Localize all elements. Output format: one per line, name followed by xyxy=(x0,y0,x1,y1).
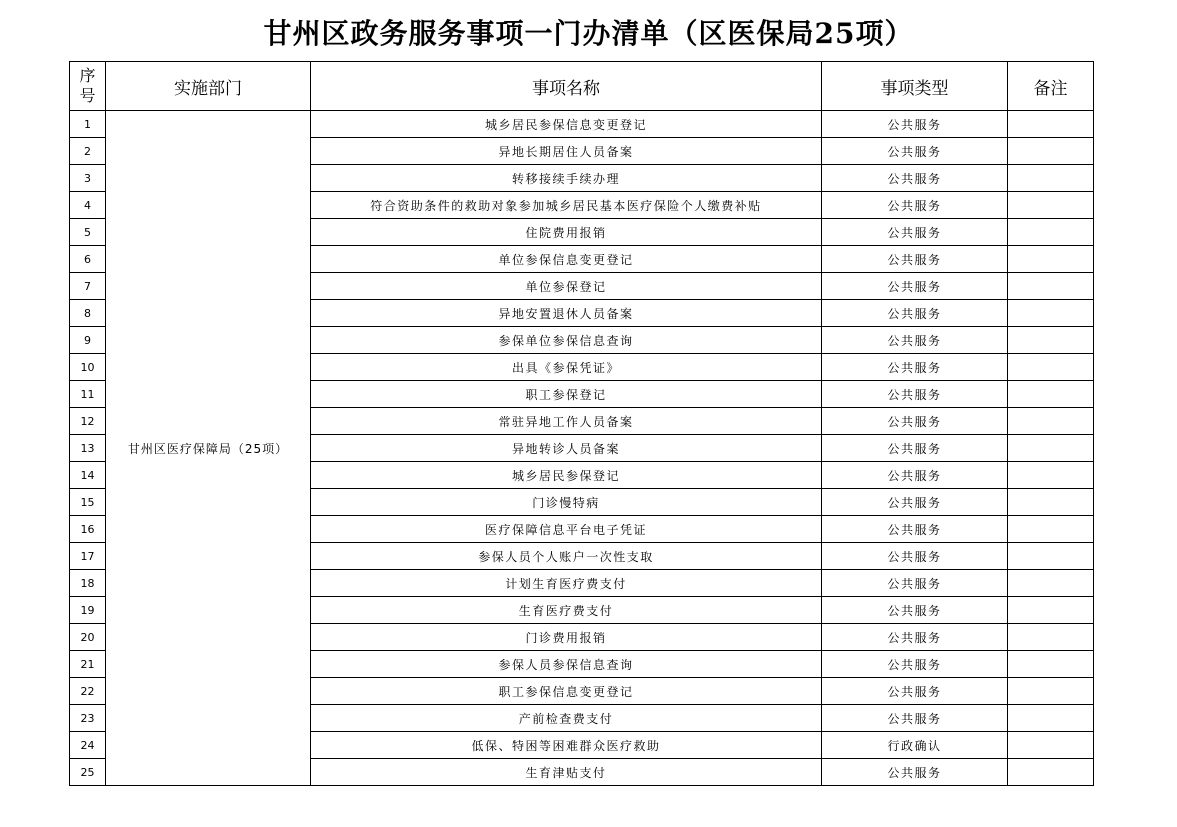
table-body xyxy=(70,111,1094,786)
item-name: 参保人员个人账户一次性支取 xyxy=(311,543,822,570)
item-name: 出具《参保凭证》 xyxy=(311,354,822,381)
item-remark xyxy=(1008,651,1094,678)
header-item-name: 事项名称 xyxy=(311,62,822,111)
item-name: 异地安置退休人员备案 xyxy=(311,300,822,327)
department-cell: 甘州区医疗保障局（25项） xyxy=(106,111,311,786)
item-remark xyxy=(1008,759,1094,786)
row-number: 11 xyxy=(70,381,106,408)
item-type: 公共服务 xyxy=(822,651,1008,678)
item-type: 公共服务 xyxy=(822,678,1008,705)
item-name: 常驻异地工作人员备案 xyxy=(311,408,822,435)
item-type: 公共服务 xyxy=(822,327,1008,354)
item-name: 产前检查费支付 xyxy=(311,705,822,732)
item-remark xyxy=(1008,597,1094,624)
item-type: 公共服务 xyxy=(822,516,1008,543)
row-number: 8 xyxy=(70,300,106,327)
item-remark xyxy=(1008,543,1094,570)
row-number: 15 xyxy=(70,489,106,516)
header-item-type: 事项类型 xyxy=(822,62,1008,111)
item-name: 门诊费用报销 xyxy=(311,624,822,651)
item-remark xyxy=(1008,705,1094,732)
item-name: 符合资助条件的救助对象参加城乡居民基本医疗保险个人缴费补贴 xyxy=(311,192,822,219)
item-name: 生育津贴支付 xyxy=(311,759,822,786)
item-type: 公共服务 xyxy=(822,246,1008,273)
item-name: 职工参保登记 xyxy=(311,381,822,408)
row-number: 10 xyxy=(70,354,106,381)
item-remark xyxy=(1008,327,1094,354)
item-name: 单位参保信息变更登记 xyxy=(311,246,822,273)
item-name: 生育医疗费支付 xyxy=(311,597,822,624)
item-type: 公共服务 xyxy=(822,435,1008,462)
row-number: 13 xyxy=(70,435,106,462)
item-type: 公共服务 xyxy=(822,165,1008,192)
header-seq xyxy=(70,62,106,111)
item-type: 公共服务 xyxy=(822,192,1008,219)
item-type: 公共服务 xyxy=(822,354,1008,381)
row-number: 21 xyxy=(70,651,106,678)
item-name: 转移接续手续办理 xyxy=(311,165,822,192)
item-type: 公共服务 xyxy=(822,300,1008,327)
item-remark xyxy=(1008,138,1094,165)
item-remark xyxy=(1008,408,1094,435)
row-number: 4 xyxy=(70,192,106,219)
header-remarks: 备注 xyxy=(1008,62,1094,111)
row-number: 2 xyxy=(70,138,106,165)
row-number: 7 xyxy=(70,273,106,300)
item-name: 参保人员参保信息查询 xyxy=(311,651,822,678)
item-type: 公共服务 xyxy=(822,381,1008,408)
item-remark xyxy=(1008,732,1094,759)
item-remark xyxy=(1008,246,1094,273)
row-number: 18 xyxy=(70,570,106,597)
item-name: 住院费用报销 xyxy=(311,219,822,246)
row-number: 16 xyxy=(70,516,106,543)
item-name: 异地长期居住人员备案 xyxy=(311,138,822,165)
row-number: 9 xyxy=(70,327,106,354)
header-seq-line2: 号 xyxy=(79,86,96,105)
item-remark xyxy=(1008,462,1094,489)
item-name: 异地转诊人员备案 xyxy=(311,435,822,462)
row-number: 22 xyxy=(70,678,106,705)
item-type: 公共服务 xyxy=(822,597,1008,624)
item-type: 公共服务 xyxy=(822,543,1008,570)
item-type: 公共服务 xyxy=(822,624,1008,651)
table-header-row xyxy=(70,62,1094,111)
item-type: 行政确认 xyxy=(822,732,1008,759)
item-name: 医疗保障信息平台电子凭证 xyxy=(311,516,822,543)
item-type: 公共服务 xyxy=(822,759,1008,786)
row-number: 12 xyxy=(70,408,106,435)
item-remark xyxy=(1008,192,1094,219)
item-remark xyxy=(1008,219,1094,246)
header-department: 实施部门 xyxy=(106,62,311,111)
item-name: 门诊慢特病 xyxy=(311,489,822,516)
row-number: 20 xyxy=(70,624,106,651)
row-number: 14 xyxy=(70,462,106,489)
item-remark xyxy=(1008,624,1094,651)
table-row xyxy=(70,111,1094,138)
item-type: 公共服务 xyxy=(822,138,1008,165)
item-remark xyxy=(1008,489,1094,516)
item-name: 城乡居民参保信息变更登记 xyxy=(311,111,822,138)
item-remark xyxy=(1008,111,1094,138)
item-name: 职工参保信息变更登记 xyxy=(311,678,822,705)
item-remark xyxy=(1008,516,1094,543)
row-number: 17 xyxy=(70,543,106,570)
page-title: 甘州区政务服务事项一门办清单（区医保局25项） xyxy=(263,17,914,50)
item-remark xyxy=(1008,381,1094,408)
item-remark xyxy=(1008,435,1094,462)
row-number: 6 xyxy=(70,246,106,273)
item-type: 公共服务 xyxy=(822,462,1008,489)
item-remark xyxy=(1008,165,1094,192)
item-remark xyxy=(1008,570,1094,597)
item-name: 单位参保登记 xyxy=(311,273,822,300)
row-number: 24 xyxy=(70,732,106,759)
item-name: 城乡居民参保登记 xyxy=(311,462,822,489)
row-number: 3 xyxy=(70,165,106,192)
item-remark xyxy=(1008,273,1094,300)
service-items-table xyxy=(69,61,1094,786)
item-name: 参保单位参保信息查询 xyxy=(311,327,822,354)
row-number: 5 xyxy=(70,219,106,246)
item-remark xyxy=(1008,300,1094,327)
item-name: 计划生育医疗费支付 xyxy=(311,570,822,597)
item-type: 公共服务 xyxy=(822,705,1008,732)
row-number: 1 xyxy=(70,111,106,138)
header-seq-line1: 序 xyxy=(79,66,96,85)
item-type: 公共服务 xyxy=(822,570,1008,597)
row-number: 23 xyxy=(70,705,106,732)
item-type: 公共服务 xyxy=(822,111,1008,138)
item-type: 公共服务 xyxy=(822,489,1008,516)
item-type: 公共服务 xyxy=(822,219,1008,246)
item-type: 公共服务 xyxy=(822,408,1008,435)
row-number: 25 xyxy=(70,759,106,786)
item-remark xyxy=(1008,678,1094,705)
item-type: 公共服务 xyxy=(822,273,1008,300)
item-name: 低保、特困等困难群众医疗救助 xyxy=(311,732,822,759)
item-remark xyxy=(1008,354,1094,381)
row-number: 19 xyxy=(70,597,106,624)
